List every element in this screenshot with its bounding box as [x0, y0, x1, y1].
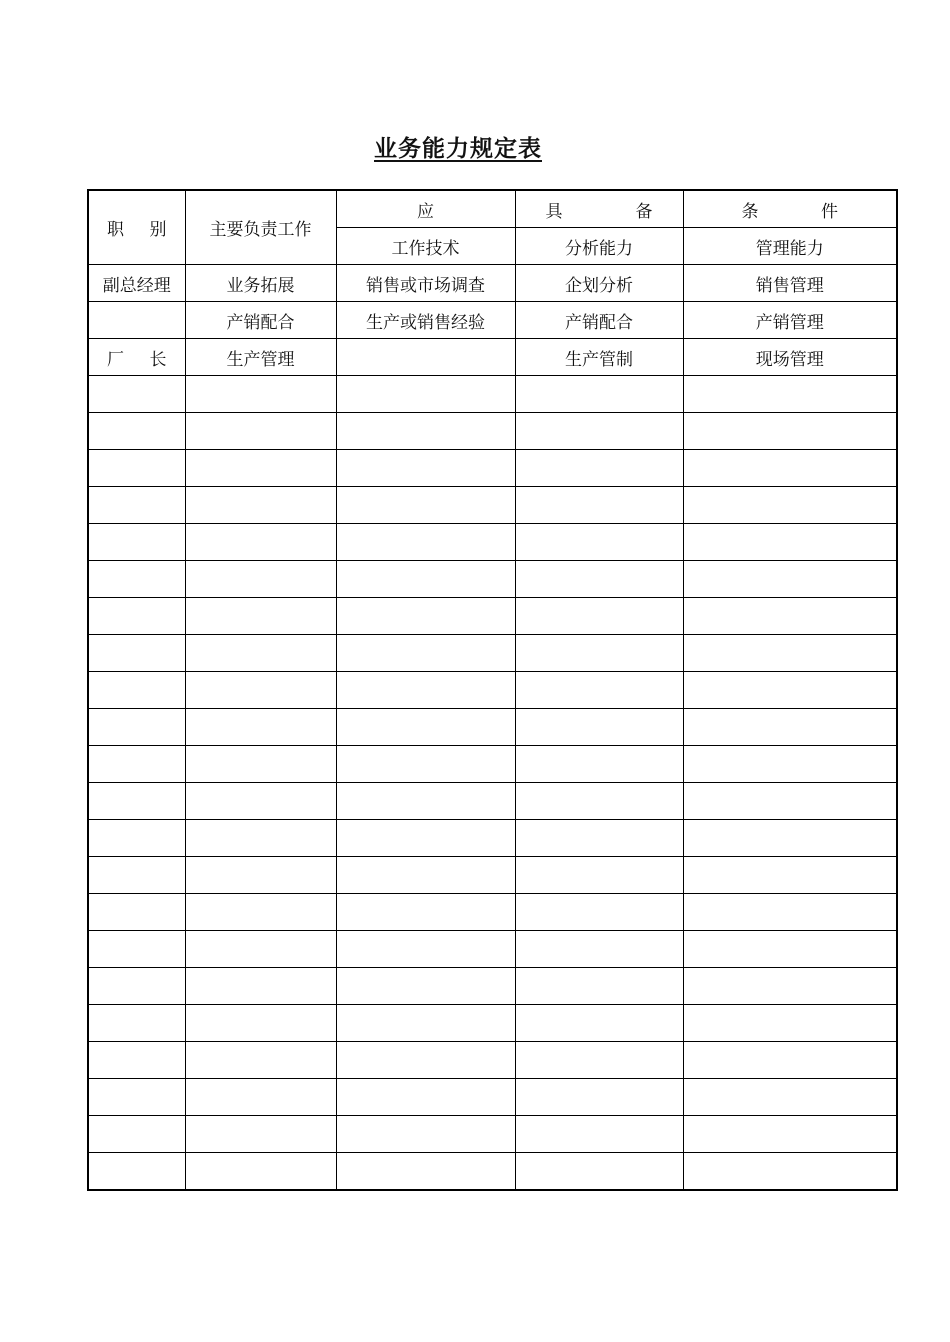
cell-analysis-empty — [515, 894, 683, 931]
cell-position-empty — [88, 635, 185, 672]
empty-row — [88, 968, 897, 1005]
cell-position-empty — [88, 598, 185, 635]
empty-row — [88, 820, 897, 857]
cell-duty-empty — [185, 820, 336, 857]
cell-mgmt-empty — [683, 1079, 897, 1116]
empty-row — [88, 561, 897, 598]
cell-tech-empty — [336, 1005, 515, 1042]
header-group-char-4-5 — [683, 190, 897, 228]
cell-position-empty — [88, 487, 185, 524]
cell-analysis-empty — [515, 598, 683, 635]
cell-position-empty — [88, 1116, 185, 1153]
cell-tech-empty — [336, 1042, 515, 1079]
cell-mgmt-empty — [683, 709, 897, 746]
cell-duty-empty — [185, 1042, 336, 1079]
cell-analysis-empty — [515, 1042, 683, 1079]
cell-duty-empty — [185, 746, 336, 783]
cell-duty-empty — [185, 894, 336, 931]
cell-mgmt-empty — [683, 1005, 897, 1042]
cell-analysis: 企划分析 — [515, 265, 683, 302]
empty-row — [88, 487, 897, 524]
cell-analysis-empty — [515, 450, 683, 487]
empty-row — [88, 598, 897, 635]
cell-analysis-empty — [515, 487, 683, 524]
cell-tech-empty — [336, 1153, 515, 1191]
cell-duty-empty — [185, 857, 336, 894]
empty-row — [88, 931, 897, 968]
empty-row — [88, 672, 897, 709]
cell-position-char: 长 — [149, 349, 167, 370]
header-group-char: 条 — [741, 201, 759, 222]
cell-position-empty — [88, 1042, 185, 1079]
cell-position-empty — [88, 968, 185, 1005]
cell-position-empty — [88, 450, 185, 487]
cell-analysis: 产销配合 — [515, 302, 683, 339]
cell-mgmt-empty — [683, 598, 897, 635]
cell-duty-empty — [185, 1153, 336, 1191]
cell-duty-empty — [185, 1079, 336, 1116]
header-group-char: 备 — [635, 201, 653, 222]
cell-position-empty — [88, 1005, 185, 1042]
cell-mgmt-empty — [683, 376, 897, 413]
document-title — [0, 130, 906, 163]
cell-analysis: 生产管制 — [515, 339, 683, 376]
cell-duty: 产销配合 — [185, 302, 336, 339]
ability-table — [87, 189, 898, 1191]
cell-tech-empty — [336, 376, 515, 413]
empty-row — [88, 1153, 897, 1191]
cell-analysis-empty — [515, 1005, 683, 1042]
cell-duty-empty — [185, 672, 336, 709]
cell-tech-empty — [336, 1079, 515, 1116]
table-row — [88, 265, 897, 302]
cell-mgmt-empty — [683, 746, 897, 783]
cell-analysis-empty — [515, 376, 683, 413]
cell-position-empty — [88, 1153, 185, 1191]
cell-tech-empty — [336, 672, 515, 709]
cell-duty-empty — [185, 598, 336, 635]
cell-mgmt: 销售管理 — [683, 265, 897, 302]
cell-mgmt: 现场管理 — [683, 339, 897, 376]
cell-mgmt-empty — [683, 1116, 897, 1153]
header-position-char: 职 — [107, 220, 124, 240]
cell-tech — [336, 339, 515, 376]
cell-analysis-empty — [515, 635, 683, 672]
cell-mgmt-empty — [683, 931, 897, 968]
cell-tech-empty — [336, 1116, 515, 1153]
cell-tech-empty — [336, 820, 515, 857]
cell-analysis-empty — [515, 709, 683, 746]
cell-position-empty — [88, 524, 185, 561]
title-text: 业务能力规定表 — [374, 136, 542, 162]
cell-tech-empty — [336, 931, 515, 968]
cell-mgmt-empty — [683, 1153, 897, 1191]
cell-tech-empty — [336, 561, 515, 598]
cell-mgmt-empty — [683, 1042, 897, 1079]
cell-tech-empty — [336, 598, 515, 635]
cell-position: 副总经理 — [88, 265, 185, 302]
cell-tech-empty — [336, 894, 515, 931]
cell-analysis-empty — [515, 783, 683, 820]
cell-analysis-empty — [515, 1116, 683, 1153]
cell-position — [88, 302, 185, 339]
cell-mgmt-empty — [683, 783, 897, 820]
cell-mgmt-empty — [683, 413, 897, 450]
cell-analysis-empty — [515, 857, 683, 894]
cell-duty-empty — [185, 376, 336, 413]
cell-analysis-empty — [515, 672, 683, 709]
header-mgmt: 管理能力 — [683, 228, 897, 265]
header-group-char: 应 — [417, 201, 434, 222]
table-row — [88, 302, 897, 339]
empty-row — [88, 376, 897, 413]
empty-row — [88, 783, 897, 820]
cell-mgmt-empty — [683, 820, 897, 857]
cell-analysis-empty — [515, 968, 683, 1005]
cell-position — [88, 339, 185, 376]
cell-analysis-empty — [515, 1153, 683, 1191]
empty-row — [88, 413, 897, 450]
cell-duty-empty — [185, 1005, 336, 1042]
cell-duty-empty — [185, 709, 336, 746]
cell-tech-empty — [336, 746, 515, 783]
cell-position-empty — [88, 857, 185, 894]
cell-position-empty — [88, 561, 185, 598]
cell-mgmt: 产销管理 — [683, 302, 897, 339]
cell-position-empty — [88, 746, 185, 783]
cell-position-empty — [88, 376, 185, 413]
cell-duty-empty — [185, 413, 336, 450]
cell-tech-empty — [336, 783, 515, 820]
empty-row — [88, 1116, 897, 1153]
cell-position-empty — [88, 1079, 185, 1116]
cell-tech-empty — [336, 635, 515, 672]
cell-mgmt-empty — [683, 968, 897, 1005]
cell-position-empty — [88, 931, 185, 968]
cell-position-empty — [88, 672, 185, 709]
cell-duty-empty — [185, 561, 336, 598]
cell-tech: 销售或市场调查 — [336, 265, 515, 302]
cell-analysis-empty — [515, 1079, 683, 1116]
cell-tech-empty — [336, 487, 515, 524]
header-row-1 — [88, 190, 897, 228]
header-position — [88, 190, 185, 265]
header-group-char: 件 — [821, 201, 838, 222]
cell-mgmt-empty — [683, 524, 897, 561]
cell-tech-empty — [336, 968, 515, 1005]
cell-analysis-empty — [515, 413, 683, 450]
cell-position-empty — [88, 413, 185, 450]
cell-duty: 生产管理 — [185, 339, 336, 376]
empty-row — [88, 1005, 897, 1042]
header-position-char: 别 — [149, 220, 167, 240]
cell-position-empty — [88, 783, 185, 820]
cell-position-char: 厂 — [107, 349, 124, 370]
cell-mgmt-empty — [683, 672, 897, 709]
cell-analysis-empty — [515, 820, 683, 857]
cell-duty: 业务拓展 — [185, 265, 336, 302]
cell-tech-empty — [336, 857, 515, 894]
cell-mgmt-empty — [683, 894, 897, 931]
empty-row — [88, 524, 897, 561]
empty-row — [88, 746, 897, 783]
header-analysis: 分析能力 — [515, 228, 683, 265]
header-group-char: 具 — [545, 201, 563, 222]
cell-tech-empty — [336, 413, 515, 450]
cell-position-empty — [88, 709, 185, 746]
cell-tech: 生产或销售经验 — [336, 302, 515, 339]
empty-row — [88, 450, 897, 487]
empty-row — [88, 1079, 897, 1116]
cell-position-empty — [88, 894, 185, 931]
header-tech: 工作技术 — [336, 228, 515, 265]
header-duty: 主要负责工作 — [185, 190, 336, 265]
cell-duty-empty — [185, 1116, 336, 1153]
cell-mgmt-empty — [683, 635, 897, 672]
cell-mgmt-empty — [683, 450, 897, 487]
cell-analysis-empty — [515, 561, 683, 598]
cell-duty-empty — [185, 783, 336, 820]
cell-mgmt-empty — [683, 857, 897, 894]
header-group-char-2-3 — [515, 190, 683, 228]
empty-row — [88, 709, 897, 746]
cell-analysis-empty — [515, 931, 683, 968]
cell-tech-empty — [336, 709, 515, 746]
cell-tech-empty — [336, 450, 515, 487]
table-row — [88, 339, 897, 376]
cell-duty-empty — [185, 487, 336, 524]
cell-analysis-empty — [515, 524, 683, 561]
cell-tech-empty — [336, 524, 515, 561]
cell-duty-empty — [185, 931, 336, 968]
cell-analysis-empty — [515, 746, 683, 783]
cell-duty-empty — [185, 635, 336, 672]
empty-row — [88, 635, 897, 672]
cell-duty-empty — [185, 450, 336, 487]
empty-row — [88, 894, 897, 931]
cell-duty-empty — [185, 524, 336, 561]
cell-position-empty — [88, 820, 185, 857]
cell-mgmt-empty — [683, 561, 897, 598]
header-group-char-1 — [336, 190, 515, 228]
cell-duty-empty — [185, 968, 336, 1005]
cell-mgmt-empty — [683, 487, 897, 524]
empty-row — [88, 1042, 897, 1079]
empty-row — [88, 857, 897, 894]
